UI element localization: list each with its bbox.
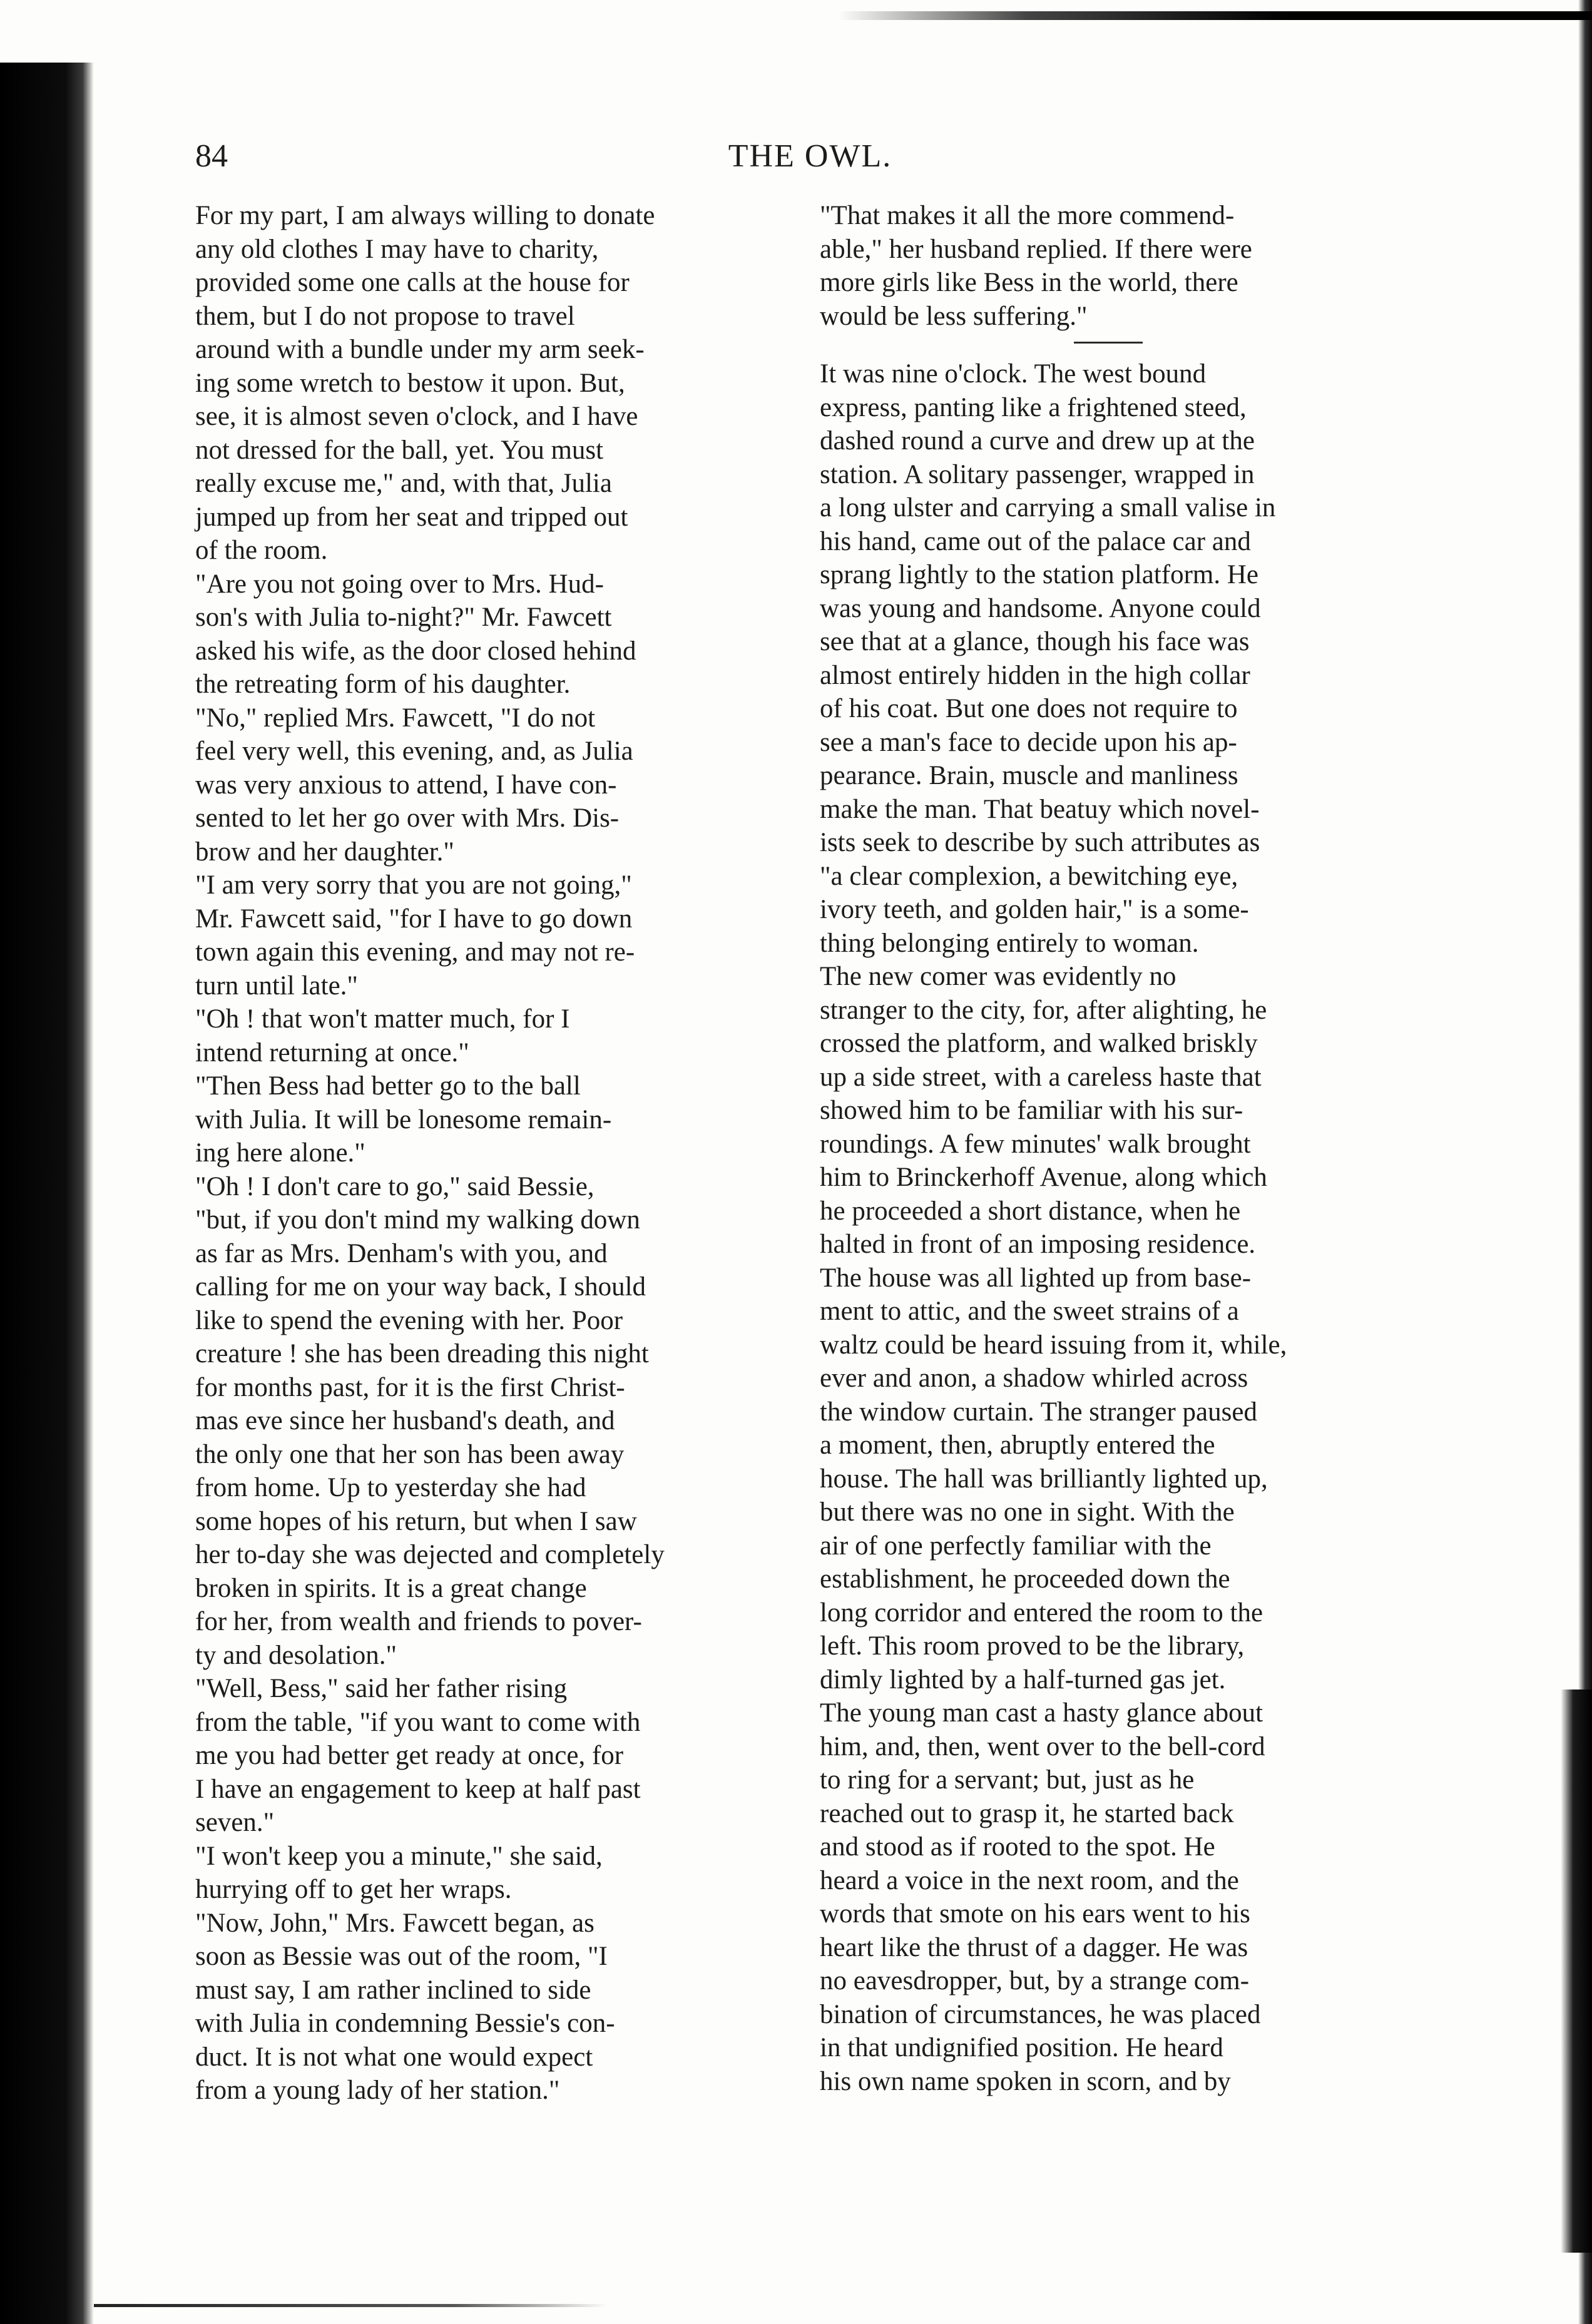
left-column: [195, 199, 777, 2107]
text-line: house. The hall was brilliantly lighted up,: [820, 1464, 1268, 1494]
text-line: no eavesdropper, but, by a strange com-: [820, 1966, 1250, 1995]
text-line: ment to attic, and the sweet strains of a: [820, 1297, 1239, 1326]
section-divider: [1074, 342, 1143, 344]
text-line: bination of circumstances, he was placed: [820, 1999, 1261, 2029]
text-line: station. A solitary passenger, wrapped in: [820, 459, 1255, 489]
text-line: the window curtain. The stranger paused: [820, 1397, 1257, 1427]
text-line: "a clear complexion, a bewitching eye,: [820, 861, 1238, 891]
scan-edge-left: [0, 63, 94, 2324]
text-line: not dressed for the ball, yet. You must: [195, 435, 604, 465]
text-line: ists seek to describe by such attributes as: [820, 828, 1260, 857]
text-line: "No," replied Mrs. Fawcett, "I do not: [195, 703, 596, 733]
text-line: of his coat. But one does not require to: [820, 694, 1238, 723]
text-line: dimly lighted by a half-turned gas jet.: [820, 1664, 1226, 1695]
text-line: ing some wretch to bestow it upon. But,: [195, 368, 625, 398]
text-line: of the room.: [195, 536, 328, 565]
text-line: his own name spoken in scorn, and by: [820, 2066, 1231, 2096]
text-line: to ring for a servant; but, just as he: [820, 1765, 1195, 1795]
text-line: Mr. Fawcett said, "for I have to go down: [195, 904, 633, 934]
text-line: roundings. A few minutes' walk brought: [820, 1129, 1251, 1159]
text-line: and stood as if rooted to the spot. He: [820, 1832, 1215, 1862]
text-line: me you had better get ready at once, for: [195, 1741, 624, 1770]
text-line: more girls like Bess in the world, there: [820, 268, 1238, 297]
text-line: broken in spirits. It is a great change: [195, 1573, 587, 1603]
text-line: ty and desolation.": [195, 1640, 397, 1670]
text-line: from home. Up to yesterday she had: [195, 1473, 586, 1502]
text-line: seven.": [195, 1808, 275, 1837]
text-line: with Julia in condemning Bessie's con-: [195, 2009, 615, 2038]
text-line: "but, if you don't mind my walking down: [195, 1205, 640, 1235]
bottom-rule: [94, 2304, 607, 2307]
page-header: [195, 128, 1425, 185]
text-line: turn until late.": [195, 971, 358, 1001]
text-line: "That makes it all the more commend-: [820, 201, 1235, 230]
text-line: "Well, Bess," said her father rising: [195, 1674, 568, 1703]
text-line: for months past, for it is the first Christ-: [195, 1372, 625, 1402]
text-line: was young and handsome. Anyone could: [820, 593, 1261, 623]
text-line: words that smote on his ears went to his: [820, 1899, 1250, 1929]
text-line: creature ! she has been dreading this night: [195, 1339, 649, 1368]
text-line: asked his wife, as the door closed hehind: [195, 636, 636, 666]
text-line: must say, I am rather inclined to side: [195, 1975, 591, 2005]
text-line: son's with Julia to-night?" Mr. Fawcett: [195, 603, 612, 632]
text-line: a long ulster and carrying a small valise in: [820, 493, 1276, 522]
text-line: see a man's face to decide upon his ap-: [820, 727, 1237, 757]
text-line: brow and her daughter.": [195, 837, 454, 867]
text-line: but there was no one in sight. With the: [820, 1497, 1235, 1527]
text-line: The young man cast a hasty glance about: [820, 1698, 1263, 1728]
text-line: left. This room proved to be the library,: [820, 1631, 1245, 1661]
text-line: "Oh ! I don't care to go," said Bessie,: [195, 1171, 594, 1201]
top-rule: [839, 11, 1592, 20]
text-line: "I won't keep you a minute," she said,: [195, 1841, 603, 1871]
right-column: [820, 199, 1421, 2098]
text-line: sprang lightly to the station platform. He: [820, 560, 1259, 589]
text-line: make the man. That beatuy which novel-: [820, 794, 1260, 824]
text-line: jumped up from her seat and tripped out: [195, 502, 628, 532]
text-line: the retreating form of his daughter.: [195, 670, 571, 699]
text-line: waltz could be heard issuing from it, while,: [820, 1330, 1287, 1360]
text-line: from a young lady of her station.": [195, 2076, 560, 2105]
text-line: his hand, came out of the palace car and: [820, 526, 1251, 556]
text-line: It was nine o'clock. The west bound: [820, 359, 1207, 389]
text-line: pearance. Brain, muscle and manliness: [820, 761, 1238, 790]
text-line: see that at a glance, though his face was: [820, 627, 1250, 656]
text-line: ever and anon, a shadow whirled across: [820, 1363, 1248, 1393]
text-line: ivory teeth, and golden hair," is a some-: [820, 895, 1249, 924]
text-line: as far as Mrs. Denham's with you, and: [195, 1238, 608, 1268]
text-line: "Oh ! that won't matter much, for I: [195, 1004, 570, 1034]
text-line: long corridor and entered the room to the: [820, 1598, 1263, 1628]
text-line: able," her husband replied. If there were: [820, 234, 1252, 264]
text-line: showed him to be familiar with his sur-: [820, 1096, 1243, 1125]
text-line: "I am very sorry that you are not going,": [195, 870, 632, 900]
text-line: calling for me on your way back, I should: [195, 1272, 646, 1302]
text-line: her to-day she was dejected and completely: [195, 1540, 665, 1569]
text-line: see, it is almost seven o'clock, and I have: [195, 402, 638, 431]
text-line: stranger to the city, for, after alighting, he: [820, 995, 1267, 1025]
text-line: air of one perfectly familiar with the: [820, 1531, 1212, 1561]
text-line: really excuse me," and, with that, Julia: [195, 469, 612, 498]
text-line: halted in front of an imposing residence.: [820, 1230, 1256, 1259]
text-line: heart like the thrust of a dagger. He was: [820, 1932, 1248, 1962]
running-title: THE OWL.: [728, 138, 892, 174]
text-line: him, and, then, went over to the bell-cord: [820, 1731, 1265, 1761]
text-line: intend returning at once.": [195, 1037, 469, 1068]
text-line: thing belonging entirely to woman.: [820, 928, 1199, 958]
text-line: express, panting like a frightened steed,: [820, 392, 1247, 422]
text-line: in that undignified position. He heard: [820, 2033, 1223, 2062]
scan-edge-right-lower: [1561, 1689, 1592, 2253]
text-line: crossed the platform, and walked briskly: [820, 1029, 1258, 1058]
text-line: the only one that her son has been away: [195, 1439, 625, 1469]
text-line: "Now, John," Mrs. Fawcett began, as: [195, 1908, 594, 1938]
text-line: The house was all lighted up from base-: [820, 1263, 1252, 1293]
text-line: for her, from wealth and friends to pover-: [195, 1607, 642, 1636]
page-number: 84: [195, 138, 228, 174]
text-line: a moment, then, abruptly entered the: [820, 1430, 1215, 1460]
right-column-top: [820, 199, 1421, 333]
text-line: around with a bundle under my arm seek-: [195, 335, 645, 364]
text-line: up a side street, with a careless haste that: [820, 1062, 1262, 1092]
text-line: like to spend the evening with her. Poor: [195, 1305, 623, 1335]
text-line: heard a voice in the next room, and the: [820, 1865, 1239, 1895]
text-line: any old clothes I may have to charity,: [195, 234, 599, 264]
text-line: them, but I do not propose to travel: [195, 301, 575, 331]
text-line: I have an engagement to keep at half past: [195, 1774, 641, 1804]
text-line: reached out to grasp it, he started back: [820, 1798, 1234, 1828]
text-line: dashed round a curve and drew up at the: [820, 426, 1255, 456]
text-line: feel very well, this evening, and, as Julia: [195, 736, 633, 766]
text-line: hurrying off to get her wraps.: [195, 1875, 512, 1904]
right-column-bottom: [820, 357, 1421, 2098]
text-line: him to Brinckerhoff Avenue, along which: [820, 1163, 1267, 1192]
text-line: from the table, "if you want to come with: [195, 1707, 641, 1737]
text-line: with Julia. It will be lonesome remain-: [195, 1104, 612, 1134]
text-line: was very anxious to attend, I have con-: [195, 770, 617, 800]
text-line: "Then Bess had better go to the ball: [195, 1071, 581, 1101]
text-line: sented to let her go over with Mrs. Dis-: [195, 803, 620, 833]
text-line: would be less suffering.": [820, 301, 1088, 331]
text-line: some hopes of his return, but when I saw: [195, 1506, 637, 1536]
text-line: The new comer was evidently no: [820, 962, 1176, 991]
text-line: he proceeded a short distance, when he: [820, 1196, 1241, 1226]
text-line: mas eve since her husband's death, and: [195, 1406, 615, 1435]
text-line: soon as Bessie was out of the room, "I: [195, 1942, 608, 1971]
text-line: duct. It is not what one would expect: [195, 2042, 593, 2072]
text-line: town again this evening, and may not re-: [195, 937, 635, 967]
text-line: provided some one calls at the house for: [195, 268, 630, 297]
text-line: ing here alone.": [195, 1138, 365, 1168]
text-line: almost entirely hidden in the high collar: [820, 660, 1250, 690]
text-line: For my part, I am always willing to donate: [195, 201, 655, 230]
text-line: establishment, he proceeded down the: [820, 1564, 1230, 1594]
text-line: "Are you not going over to Mrs. Hud-: [195, 569, 604, 599]
